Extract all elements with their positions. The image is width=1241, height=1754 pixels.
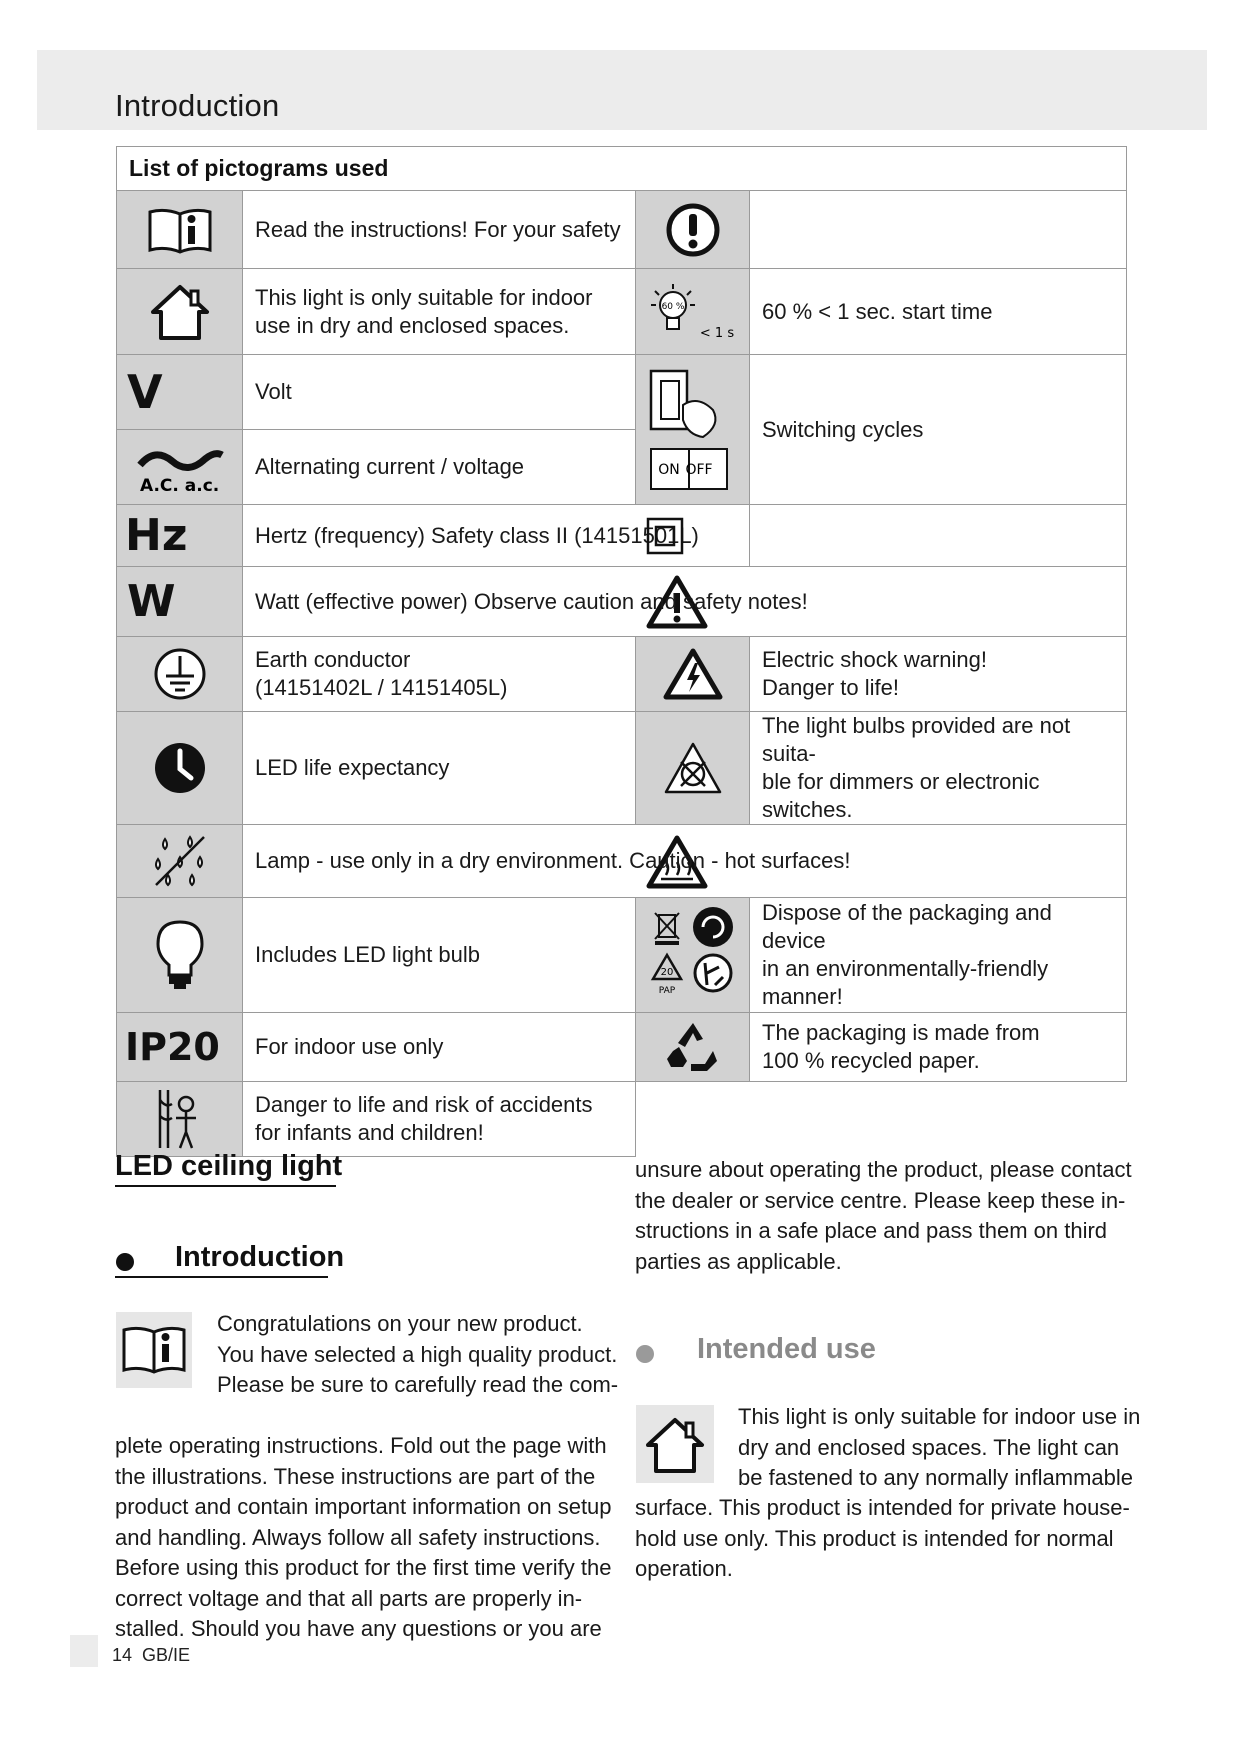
table-row-text: Switching cycles (750, 355, 1127, 505)
intended-text: surface. This product is intended for private house- hold use only. This product is intended for normal operation. (635, 1495, 1130, 1581)
page-number: 14 (112, 1645, 133, 1665)
table-row-text (750, 191, 1127, 269)
led-bulb-icon (117, 898, 243, 1013)
table-row-text: (14151402L / 14151405L) (255, 675, 508, 700)
table-row-text: The light bulbs provided are not suita- (762, 713, 1071, 766)
table-row-text: For indoor use only (243, 1013, 636, 1082)
table-heading: List of pictograms used (117, 147, 1127, 191)
table-row-text: Alternating current / voltage (243, 430, 636, 505)
pap-number: 20 (660, 967, 673, 978)
table-row-text: Dispose of the packaging and device (762, 900, 1052, 953)
table-row-text: Hertz (frequency) Safety class II (14151501L) (255, 522, 699, 548)
recycling-symbols-icon (636, 898, 750, 1013)
hertz-icon: Hz (125, 510, 188, 561)
intro-continuation: unsure about operating the product, please contact the dealer or service centre. Please keep these in- structions in a safe place and pass them on third parties as applicable. (635, 1157, 1132, 1274)
table-row-text: 100 % recycled paper. (762, 1048, 980, 1073)
start-time-label: < 1 s (699, 325, 734, 341)
product-title: LED ceiling light (115, 1150, 342, 1187)
intro-underline (115, 1276, 328, 1278)
intro-heading: Introduction (175, 1241, 345, 1273)
table-row-text: LED life expectancy (243, 712, 636, 825)
earth-conductor-icon (117, 637, 243, 712)
table-row-text: in an environmentally-friendly manner! (762, 956, 1049, 1009)
clock-icon (117, 712, 243, 825)
exclamation-icon (636, 191, 750, 269)
read-instructions-icon (116, 1312, 192, 1388)
ac-label: A.C. a.c. (139, 476, 219, 496)
intended-text-indented: This light is only suitable for indoor use in dry and enclosed spaces. The light can be fastened to any normally inflammable (738, 1404, 1141, 1490)
bullet-icon (636, 1345, 654, 1363)
safety-class-ii-icon (646, 517, 684, 555)
pictogram-table (116, 146, 1127, 1157)
pct-label: 60 % (661, 301, 684, 312)
table-row-text: 60 % < 1 sec. start time (750, 269, 1127, 355)
table-row-text: This light is only suitable for indoor use in dry and enclosed spaces. (243, 269, 636, 355)
page-footer (112, 1645, 190, 1666)
product-title-underline (115, 1185, 336, 1187)
intro-text-indented: Congratulations on your new product. You have selected a high quality product. Please be sure to carefully read the com- (217, 1311, 619, 1397)
off-label: OFF (684, 461, 713, 478)
electric-shock-icon (636, 637, 750, 712)
table-row-text: Danger to life and risk of accidents (255, 1092, 593, 1117)
volt-icon: V (127, 365, 163, 419)
table-row-text: Electric shock warning! (762, 647, 987, 672)
table-row-text: Volt (243, 355, 636, 430)
switching-cycles-icon (636, 355, 750, 505)
no-dimmer-icon (636, 712, 750, 825)
bullet-icon (116, 1253, 134, 1271)
ip20-icon: IP20 (125, 1025, 220, 1069)
dry-environment-icon (117, 825, 243, 898)
pap-label: PAP (658, 986, 675, 996)
intended-use-heading: Intended use (697, 1333, 876, 1365)
table-row-text: Includes LED light bulb (243, 898, 636, 1013)
intro-text: plete operating instructions. Fold out the page with the illustrations. These instructions are part of the product and contain important information on setup and handling. Always follow all safety instructions. Before using this product for the first time verify the correct voltage and that all parts are properly in- stalled. Should you have any questions or you are (115, 1433, 612, 1641)
table-row-text: for infants and children! (255, 1120, 484, 1145)
footer-box (70, 1635, 98, 1667)
table-row-text: Lamp - use only in a dry environment. Caution - hot surfaces! (255, 848, 851, 873)
on-label: ON (657, 461, 680, 478)
house-icon (117, 269, 243, 355)
ac-icon (117, 430, 243, 505)
page-title: Introduction (115, 88, 280, 123)
table-row-text: Danger to life! (762, 675, 899, 700)
house-icon (636, 1405, 714, 1483)
language-code: GB/IE (142, 1645, 191, 1665)
read-instructions-icon (117, 191, 243, 269)
table-row-text: ble for dimmers or electronic switches. (762, 769, 1040, 822)
table-row-text: Read the instructions! For your safety (243, 191, 636, 269)
table-row-text: The packaging is made from (762, 1020, 1040, 1045)
table-row-text: Watt (effective power) Observe caution and safety notes! (255, 588, 808, 614)
table-row-text: Earth conductor (255, 647, 411, 672)
watt-icon: W (127, 576, 176, 627)
child-danger-icon (117, 1082, 243, 1157)
bulb-start-time-icon (636, 269, 750, 355)
recycled-paper-icon (636, 1013, 750, 1082)
